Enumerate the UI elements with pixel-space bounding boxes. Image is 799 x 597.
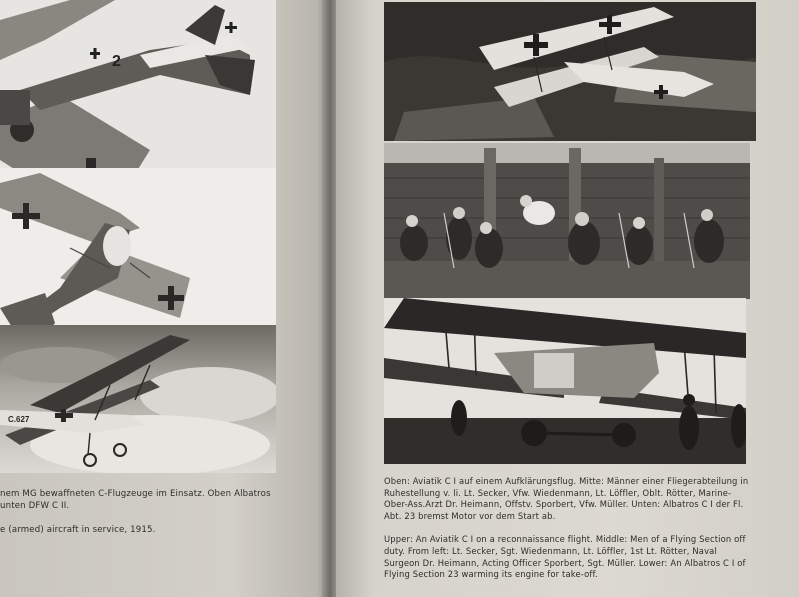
photo-albatros-ground [384, 298, 746, 464]
photo-aviatik-flight [384, 2, 756, 141]
left-caption-german [0, 488, 300, 512]
photo-albatros-ground-graphic [384, 298, 746, 464]
left-caption-german-line2: unten DFW C II. [0, 501, 70, 511]
photo-biplane-middle-graphic [0, 168, 276, 350]
plane-top-number: 2 [112, 53, 121, 70]
photo-biplane-clouds [0, 325, 276, 473]
left-page-caption [0, 488, 300, 536]
photo-men-resting-graphic [384, 143, 750, 299]
right-caption-english: Upper: An Aviatik C I on a reconnaissance flight. Middle: Men of a Flying Section off duty. From left: Lt. Secker, Sgt. Wiedenmann, Lt. Löffler, 1st Lt. Rötter, Naval Surgeon Dr. Heimann, Acting Officer Sporbert, Sgt. Müller. Lower: An Albatros C I of Flying Section 23 warming its engine for take-off. [384, 534, 746, 580]
left-caption-english: e (armed) aircraft in service, 1915. [0, 525, 156, 535]
left-page [0, 0, 330, 597]
photo-aviatik-flight-graphic [384, 2, 756, 141]
photo-biplane-clouds-graphic [0, 325, 276, 473]
left-caption-german-line1: nem MG bewaffneten C-Flugzeuge im Einsatz. Oben Albatros [0, 489, 271, 499]
right-caption-german: Oben: Aviatik C I auf einem Aufklärungsflug. Mitte: Männer einer Fliegerabteilung in Ruhestellung v. li. Lt. Secker, Vfw. Wiedenmann, Lt. Löffler, Oblt. Rötter, Marine-Ober-Ass.Arzt Dr. Heimann, Offstv. Sporbert, Vfw. Müller. Unten: Albatros C I der Fl. Abt. 23 bremst Motor vor dem Start ab. [384, 476, 749, 521]
plane-bottom-serial: C.627 [8, 415, 30, 424]
photo-biplane-middle [0, 168, 276, 350]
right-page-caption [384, 476, 754, 581]
photo-men-resting [384, 143, 750, 299]
